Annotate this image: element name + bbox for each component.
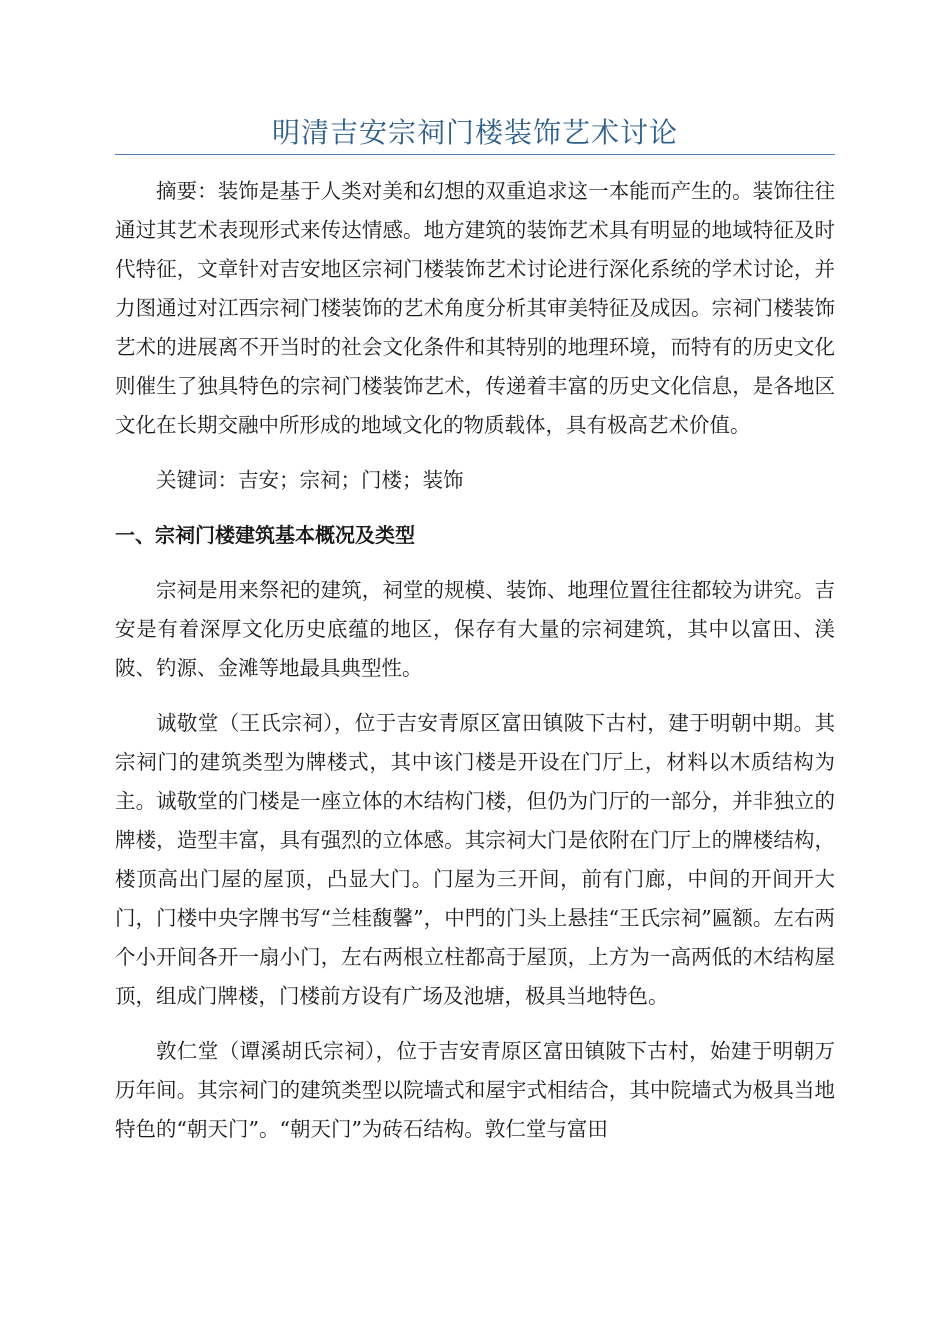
title-underline [115, 154, 835, 155]
document-body [115, 172, 835, 1149]
body-paragraph: 宗祠是用来祭祀的建筑，祠堂的规模、装饰、地理位置往往都较为讲究。吉安是有着深厚文化历史底蕴的地区，保存有大量的宗祠建筑，其中以富田、渼陂、钓源、金滩等地最具典型性。 [115, 578, 835, 680]
document-title: 明清吉安宗祠门楼装饰艺术讨论 [271, 116, 678, 149]
section-heading: 一、宗祠门楼建筑基本概况及类型 [115, 523, 415, 547]
body-paragraph: 敦仁堂（谭溪胡氏宗祠），位于吉安青原区富田镇陂下古村，始建于明朝万历年间。其宗祠门的建筑类型以院墙式和屋宇式相结合，其中院墙式为极具当地特色的“朝天门”。“朝天门”为砖石结构。敦仁堂与富田 [115, 1039, 835, 1141]
body-paragraph: 诚敬堂（王氏宗祠），位于吉安青原区富田镇陂下古村，建于明朝中期。其宗祠门的建筑类型为牌楼式，其中该门楼是开设在门厅上，材料以木质结构为主。诚敬堂的门楼是一座立体的木结构门楼，但仍为门厅的一部分，并非独立的牌楼，造型丰富，具有强烈的立体感。其宗祠大门是依附在门厅上的牌楼结构，楼顶高出门屋的屋顶，凸显大门。门屋为三开间，前有门廊，中间的开间开大门，门楼中央字牌书写“兰桂馥馨”，中門的门头上悬挂“王氏宗祠”匾额。左右两个小开间各开一扇小门，左右两根立柱都高于屋顶，上方为一高两低的木结构屋顶，组成门牌楼，门楼前方设有广场及池塘，极具当地特色。 [115, 711, 835, 1008]
abstract-paragraph: 摘要：装饰是基于人类对美和幻想的双重追求这一本能而产生的。装饰往往通过其艺术表现形式来传达情感。地方建筑的装饰艺术具有明显的地域特征及时代特征，文章针对吉安地区宗祠门楼装饰艺术讨论进行深化系统的学术讨论，并力图通过对江西宗祠门楼装饰的艺术角度分析其审美特征及成因。宗祠门楼装饰艺术的进展离不开当时的社会文化条件和其特别的地理环境，而特有的历史文化则催生了独具特色的宗祠门楼装饰艺术，传递着丰富的历史文化信息，是各地区文化在长期交融中所形成的地域文化的物质载体，具有极高艺术价值。 [115, 179, 835, 437]
keywords-paragraph: 关键词：吉安；宗祠；门楼；装饰 [156, 468, 464, 492]
